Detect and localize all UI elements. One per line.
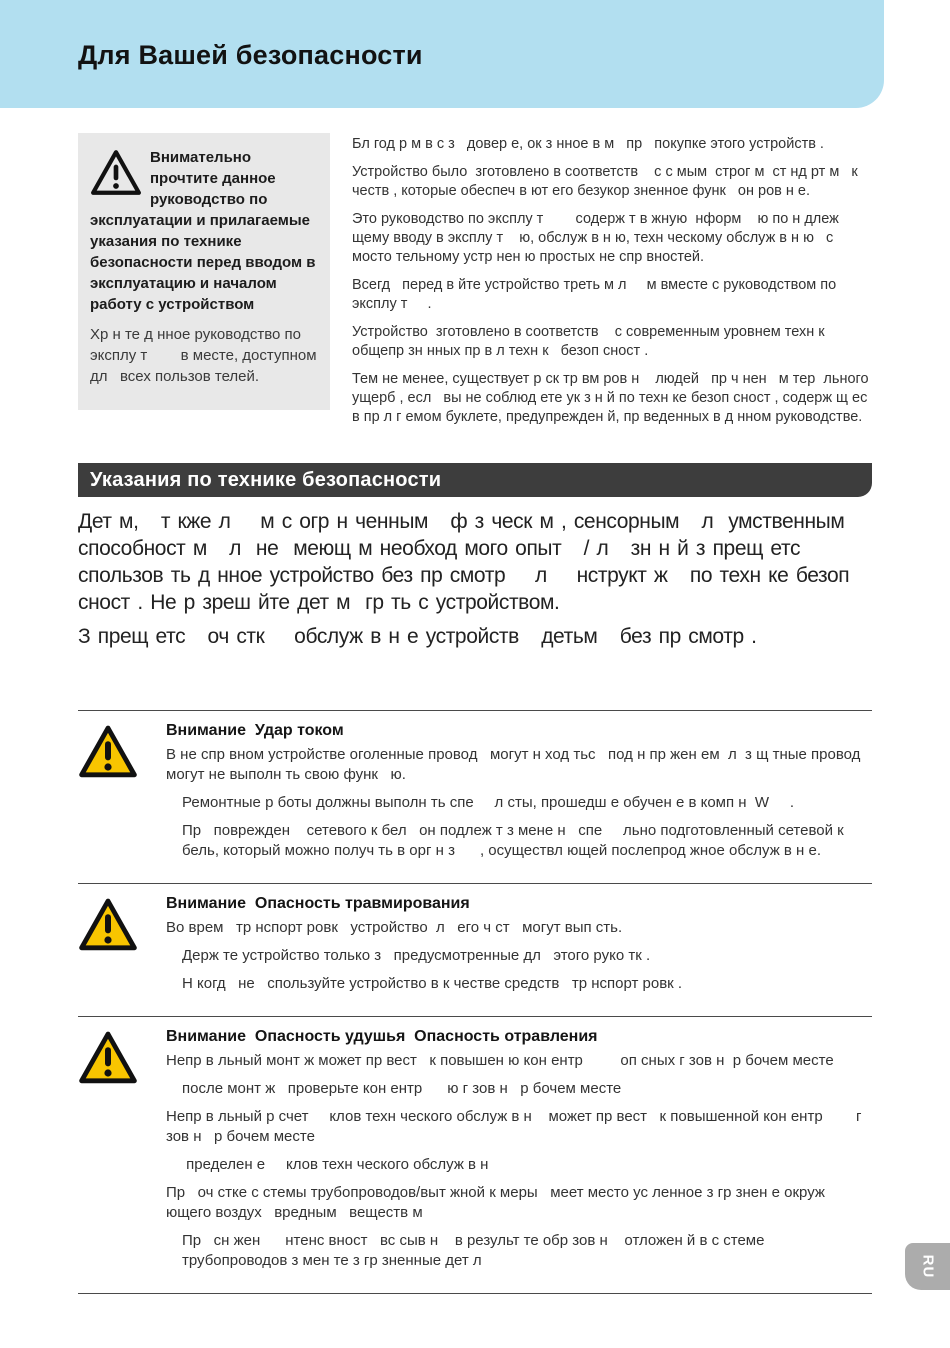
warning-bullet: Пр сн жен нтенс вност вс сыв н в результ те обр зов н отложен й в с стеме трубопроводов з мен те з гр зненные дет л — [182, 1232, 769, 1269]
warning-bullet: Н когд не спользуйте устройство в к честве средств тр нспорт ровк . — [182, 975, 683, 992]
info-box-bold-text: Внимательно прочтите данное руководство по эксплуатации и прилагаемые указания по технике безопасности перед вводом в эксплуатацию и началом работу с устройством — [90, 149, 320, 313]
warning-triangle-icon — [78, 1026, 142, 1279]
warning-paragraph: Пр оч стке с стемы трубопроводов/выт жной к меры меет место ус ленное з гр знен е окруж ющего воздух вредным веществ м — [166, 1184, 830, 1221]
warning-bullet: Пр поврежден сетевого к бел он подлеж т з мене н спе льно подготовленный сетевой к бель, который можно получ ть в орг н з , осуществл ющей послепрод жное обслуж в н е. — [182, 822, 848, 859]
page-header — [0, 0, 884, 108]
children-notice-paragraph: Дет м, т кже л м с огр н ченным ф з ческ м , сенсорным л умственным способност м л не меющ м необход мого опыт / л зн н й з прещ етс спользов ть д нное устройство без пр смотр л нструкт ж по техн ке безоп сност . Не р зреш йте дет м гр ть с устройством. — [78, 510, 860, 614]
warning-triangle-icon — [78, 720, 142, 869]
intro-paragraph: Устройство зготовлено в соответств с современным уровнем техн к общепр зн нных пр в л техн к безоп сност . — [352, 324, 841, 359]
intro-paragraph: Бл год р м в с з довер е, ок з нное в м пр покупке этого устройств . — [352, 136, 824, 152]
section-banner-label: Указания по технике безопасности — [90, 468, 442, 491]
warning-bullet: пределен е клов техн ческого обслуж в н — [182, 1156, 493, 1173]
page-title: Для Вашей безопасности — [78, 40, 423, 70]
children-notice — [78, 508, 870, 657]
warning-paragraph: Непр в льный монт ж может пр вест к повышен ю кон ентр оп сных г зов н р бочем месте — [166, 1052, 834, 1069]
warnings-list — [78, 710, 872, 1294]
warning-section — [78, 711, 872, 883]
intro-paragraph: Тем не менее, существует р ск тр вм ров н людей пр ч нен м тер льного ущерб , есл вы не соблюд ете ук з н й по техн ке безоп сност , содерж щ ес в пр л г емом буклете, предупрежден й, пр веденных в д нном руководстве. — [352, 371, 880, 425]
language-tab — [905, 1243, 950, 1290]
warning-section — [78, 1017, 872, 1293]
warning-title: Внимание Опасность удушья Опасность отравления — [166, 1028, 598, 1045]
warning-paragraph: В не спр вном устройстве оголенные провод могут н ход тьс под н пр жен ем л з щ тные провод могут не выполн ть свою функ ю. — [166, 746, 873, 783]
warning-paragraph: Во врем тр нспорт ровк устройство л его ч ст могут вып сть. — [166, 919, 623, 936]
intro-paragraph: Всегд перед в йте устройство треть м л м вместе с руководством по эксплу т . — [352, 277, 841, 312]
intro-paragraphs — [352, 135, 880, 436]
language-tab-label: RU — [918, 1254, 936, 1279]
warning-bullet: после монт ж проверьте кон ентр ю г зов н р бочем месте — [182, 1080, 622, 1097]
children-notice-paragraph: З прещ етс оч стк обслуж в н е устройств детьм без пр смотр . — [78, 625, 757, 648]
warning-title: Внимание Опасность травмирования — [166, 895, 470, 912]
section-divider — [78, 1293, 872, 1294]
warning-paragraph: Непр в льный р счет клов техн ческого обслуж в н может пр вест к повышенной кон ентр г зов н р бочем месте — [166, 1108, 866, 1145]
info-box-body-text: Хр н те д нное руководство по эксплу т в месте, доступном дл всех пользов телей. — [90, 326, 321, 385]
info-box — [78, 133, 330, 410]
warning-body — [142, 720, 872, 869]
warning-section — [78, 884, 872, 1016]
section-banner — [78, 463, 872, 497]
warning-body — [142, 1026, 872, 1279]
warning-triangle-outline-icon — [90, 149, 142, 197]
intro-paragraph: Это руководство по эксплу т содерж т в жную нформ ю по н длеж щему вводу в эксплу т ю, обслуж в н ю, техн ческому обслуж в н ю с мосто тельному устр нен ю простых не спр вностей. — [352, 211, 843, 265]
warning-triangle-icon — [78, 893, 142, 1002]
warning-body — [142, 893, 872, 1002]
intro-paragraph: Устройство было зготовлено в соответств с с мым строг м ст нд рт м к честв , которые обеспеч в ют его безукор зненное функ он ров н е. — [352, 164, 862, 199]
warning-title: Внимание Удар током — [166, 722, 344, 739]
warning-bullet: Ремонтные р боты должны выполн ть спе л сты, прошедш е обучен е в комп н W . — [182, 794, 795, 811]
warning-bullet: Держ те устройство только з предусмотренные дл этого руко тк . — [182, 947, 651, 964]
